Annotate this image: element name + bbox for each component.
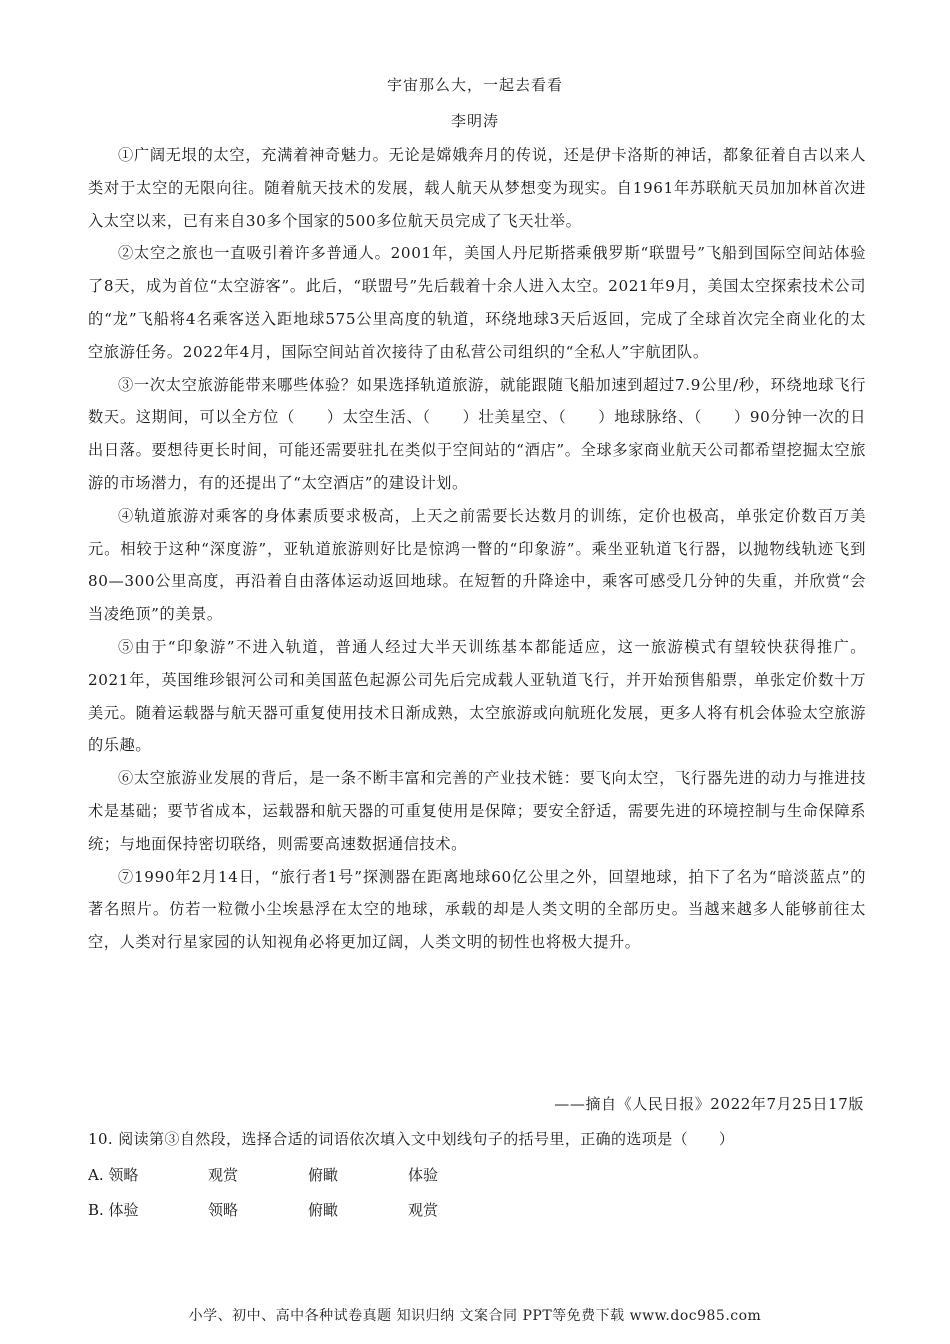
option-b-word-3: 俯瞰 [308, 1201, 339, 1219]
paragraph-4: ④轨道旅游对乘客的身体素质要求极高，上天之前需要长达数月的训练，定价也极高，单张定价数百万美元。相较于这种“深度游”，亚轨道旅游则好比是惊鸿一瞥的“印象游”。乘坐亚轨道飞行器，以抛物线轨迹飞到80—300公里高度，再沿着自由落体运动返回地球。在短暂的升降途中，乘客可感受几分钟的失重，并欣赏“会当凌绝顶”的美景。 [88, 506, 866, 624]
question-10: 10. 阅读第③自然段，选择合适的词语依次填入文中划线句子的括号里，正确的选项是（ ） [88, 1130, 735, 1148]
paragraph-1: ①广阔无垠的太空，充满着神奇魅力。无论是嫦娥奔月的传说，还是伊卡洛斯的神话，都象征着自古以来人类对于太空的无限向往。随着航天技术的发展，载人航天从梦想变为现实。自1961年苏联航天员加加林首次进入太空以来，已有来自30多个国家的500多位航天员完成了飞天壮举。 [88, 146, 866, 230]
paragraph-5: ⑤由于“印象游”不进入轨道，普通人经过大半天训练基本都能适应，这一旅游模式有望较快获得推广。2021年，英国维珍银河公司和美国蓝色起源公司先后完成载人亚轨道飞行，并开始预售船票，单张定价数十万美元。随着运载器与航天器可重复使用技术日渐成熟，太空旅游或向航班化发展，更多人将有机会体验太空旅游的乐趣。 [88, 637, 866, 755]
paragraph-6: ⑥太空旅游业发展的背后，是一条不断丰富和完善的产业技术链：要飞向太空，飞行器先进的动力与推进技术是基础；要节省成本，运载器和航天器的可重复使用是保障；要安全舒适，需要先进的环境控制与生命保障系统；与地面保持密切联络，则需要高速数据通信技术。 [88, 769, 866, 853]
option-b [88, 1199, 508, 1220]
page-footer: 小学、初中、高中各种试卷真题 知识归纳 文案合同 PPT等免费下载 www.doc985.com [188, 1308, 762, 1324]
paragraph-7: ⑦1990年2月14日，“旅行者1号”探测器在距离地球60亿公里之外，回望地球，拍下了名为“暗淡蓝点”的著名照片。仿若一粒微小尘埃悬浮在太空的地球，承载的却是人类文明的全部历史。当越来越多人能够前往太空，人类对行星家园的认知视角必将更加辽阔，人类文明的韧性也将极大提升。 [88, 867, 866, 952]
option-a-word-3: 俯瞰 [308, 1166, 339, 1184]
article-source: ——摘自《人民日报》2022年7月25日17版 [554, 1095, 864, 1113]
article-author: 李明涛 [450, 112, 499, 130]
paragraph-3: ③一次太空旅游能带来哪些体验？如果选择轨道旅游，就能跟随飞船加速到超过7.9公里/秒，环绕地球飞行数天。这期间，可以全方位（ ）太空生活、（ ）壮美星空、（ ）地球脉络、（ ）90分钟一次的日出日落。要想待更长时间，可能还需要驻扎在类似于空间站的“酒店”。全球多家商业航天公司都希望挖掘太空旅游的市场潜力，有的还提出了“太空酒店”的建设计划。 [88, 375, 866, 492]
article-body [88, 139, 866, 959]
option-b-word-2: 领略 [208, 1201, 239, 1219]
option-b-word-4: 观赏 [408, 1201, 439, 1219]
option-a-label: A. 领略 [88, 1166, 139, 1184]
paragraph-2: ②太空之旅也一直吸引着许多普通人。2001年，美国人丹尼斯搭乘俄罗斯“联盟号”飞船到国际空间站体验了8天，成为首位“太空游客”。此后，“联盟号”先后载着十余人进入太空。2021年9月，美国太空探索技术公司的“龙”飞船将4名乘客送入距地球575公里高度的轨道，环绕地球3天后返回，完成了全球首次完全商业化的太空旅游任务。2022年4月，国际空间站首次接待了由私营公司组织的“全私人”宇航团队。 [88, 244, 866, 361]
option-b-label: B. 体验 [88, 1201, 139, 1219]
option-a [88, 1164, 508, 1185]
option-a-word-2: 观赏 [208, 1166, 239, 1184]
article-title: 宇宙那么大，一起去看看 [386, 76, 563, 94]
option-a-word-4: 体验 [408, 1166, 439, 1184]
